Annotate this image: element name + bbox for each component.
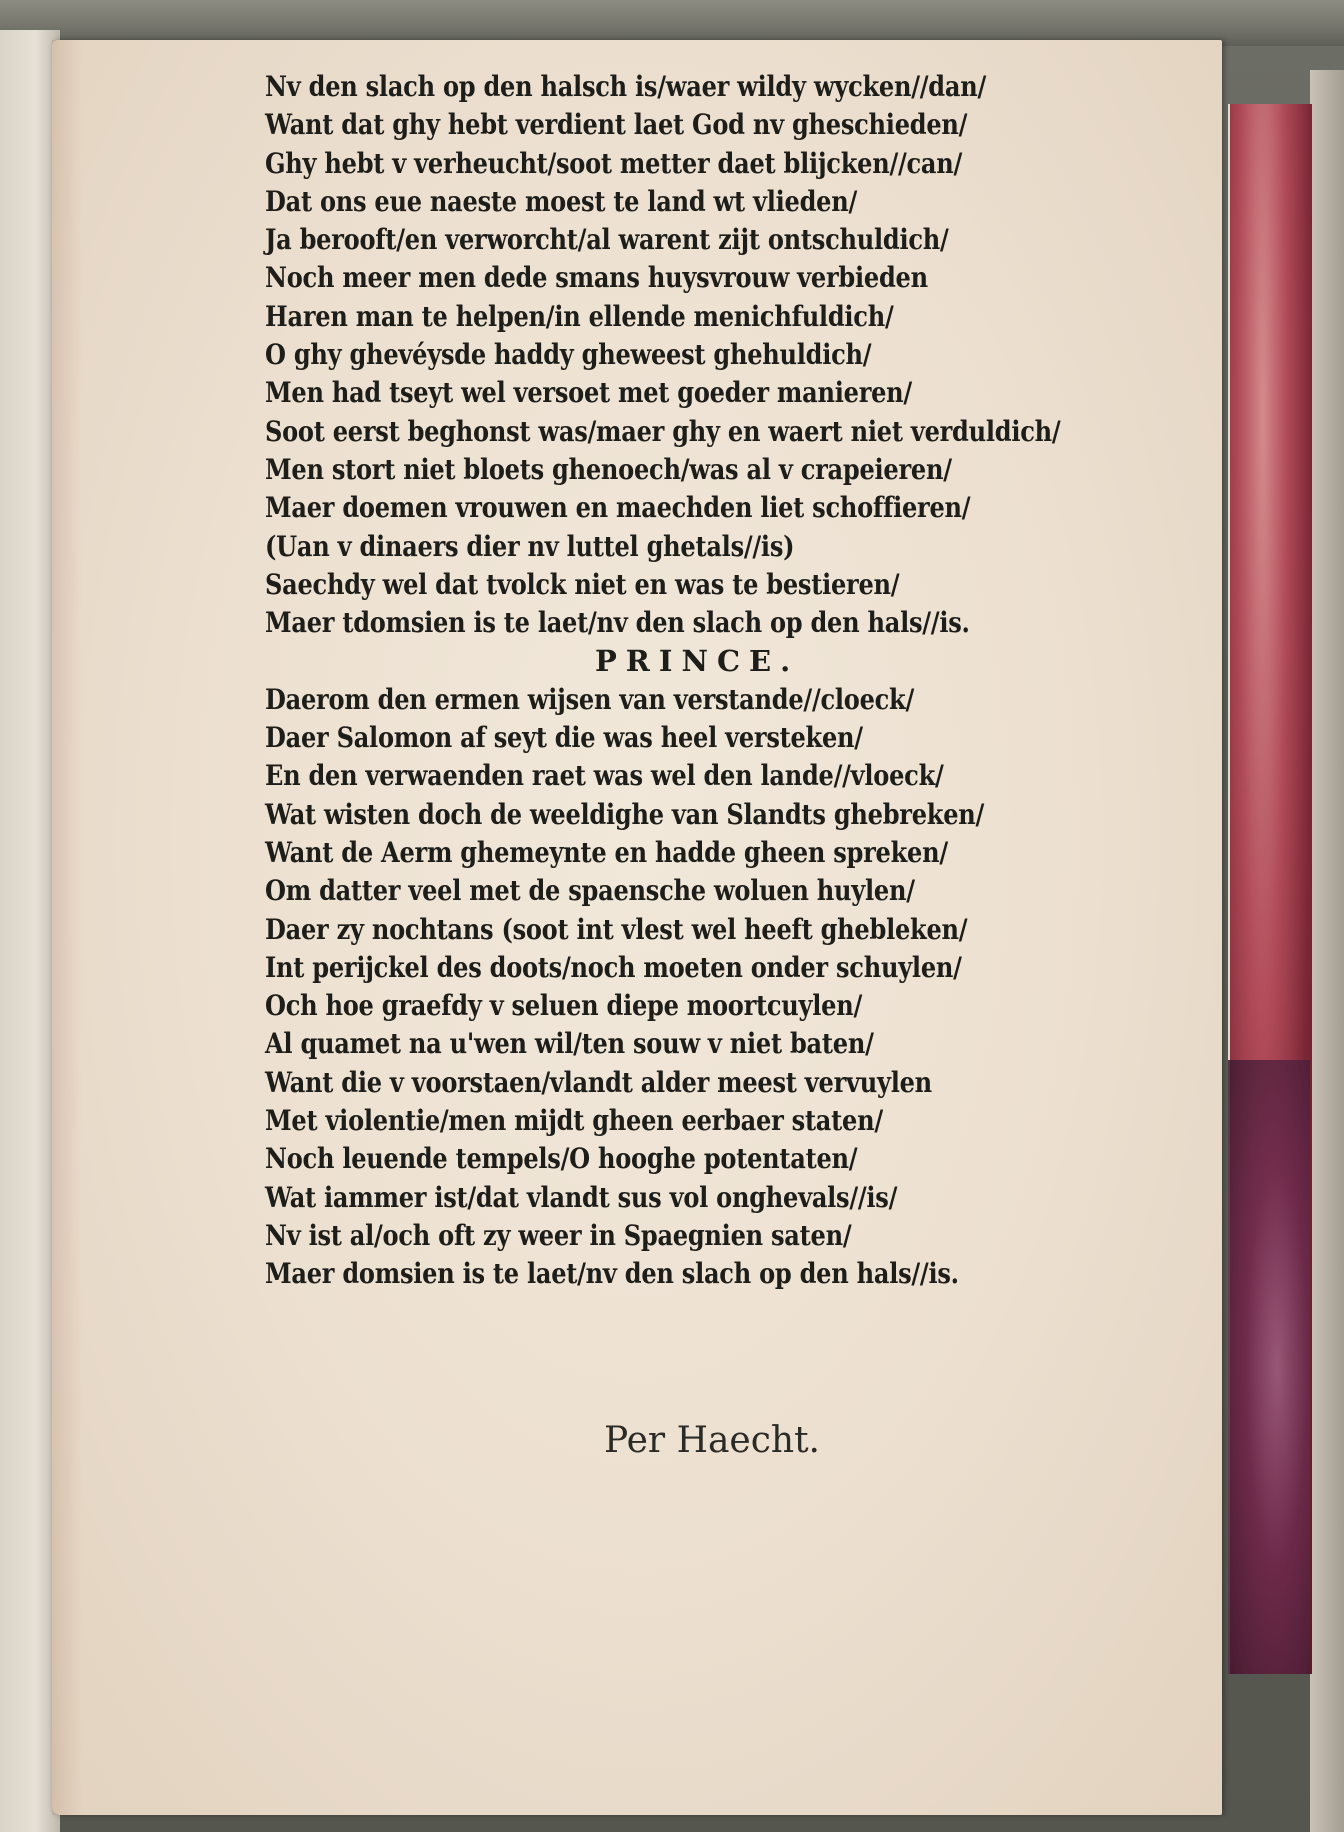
verse-line: Al quamet na u'wen wil/ten souw v niet baten/ — [265, 1027, 874, 1061]
verse-line: Men had tseyt wel versoet met goeder manieren/ — [265, 376, 912, 410]
verse-line: (Uan v dinaers dier nv luttel ghetals//is) — [265, 529, 795, 563]
marbled-endpaper-lower — [1228, 1060, 1310, 1674]
verse-line: Want dat ghy hebt verdient laet God nv gheschieden/ — [265, 108, 968, 142]
verse-line: O ghy ghevéysde haddy gheweest ghehuldich/ — [265, 338, 872, 372]
stanza-1 — [265, 68, 1165, 642]
verse-line: En den verwaenden raet was wel den lande//vloeck/ — [265, 759, 944, 793]
verse-line: Daer Salomon af seyt die was heel versteken/ — [265, 721, 863, 755]
page-stain — [52, 40, 82, 1815]
verse-line: Nv den slach op den halsch is/waer wildy wycken//dan/ — [265, 70, 987, 103]
verse-line: Wat wisten doch de weeldighe van Slandts ghebreken/ — [265, 797, 985, 831]
author-signature: Per Haecht. — [604, 1420, 820, 1461]
verse-line: Daer zy nochtans (soot int vlest wel heeft ghebleken/ — [265, 912, 968, 946]
poem-text-block — [265, 68, 1165, 1294]
book-board-edge — [1310, 70, 1344, 1832]
verse-line: Men stort niet bloets ghenoech/was al v crapeieren/ — [265, 452, 952, 486]
prince-heading: PRINCE. — [595, 644, 800, 679]
left-page-edge — [0, 30, 60, 1832]
verse-line: Maer domsien is te laet/nv den slach op den hals//is. — [265, 1257, 959, 1291]
verse-line: Noch leuende tempels/O hooghe potentaten/ — [265, 1142, 858, 1176]
verse-line: Daerom den ermen wijsen van verstande//cloeck/ — [265, 682, 915, 716]
verse-line: Maer tdomsien is te laet/nv den slach op den hals//is. — [265, 606, 970, 640]
verse-line: Dat ons eue naeste moest te land wt vlieden/ — [265, 184, 858, 218]
verse-line: Ghy hebt v verheucht/soot metter daet blijcken//can/ — [265, 146, 963, 180]
verse-line: Noch meer men dede smans huysvrouw verbieden — [265, 261, 928, 295]
verse-line: Wat iammer ist/dat vlandt sus vol onghevals//is/ — [265, 1180, 898, 1214]
verse-line: Met violentie/men mijdt gheen eerbaer staten/ — [265, 1104, 883, 1138]
verse-line: Haren man te helpen/in ellende menichfuldich/ — [265, 299, 894, 333]
verse-line: Ja berooft/en verworcht/al warent zijt ontschuldich/ — [265, 223, 949, 257]
verse-line: Om datter veel met de spaensche woluen huylen/ — [265, 874, 915, 908]
verse-line: Och hoe graefdy v seluen diepe moortcuylen/ — [265, 989, 863, 1023]
stanza-2 — [265, 681, 1165, 1294]
verse-line: Want de Aerm ghemeynte en hadde gheen spreken/ — [265, 835, 948, 869]
verse-line: Saechdy wel dat tvolck niet en was te bestieren/ — [265, 567, 900, 601]
verse-line: Maer doemen vrouwen en maechden liet schoffieren/ — [265, 491, 971, 525]
verse-line: Nv ist al/och oft zy weer in Spaegnien saten/ — [265, 1218, 852, 1252]
verse-line: Int perijckel des doots/noch moeten onder schuylen/ — [265, 950, 962, 984]
verse-line: Soot eerst beghonst was/maer ghy en waert niet verduldich/ — [265, 414, 1061, 448]
verse-line: Want die v voorstaen/vlandt alder meest vervuylen — [265, 1065, 932, 1099]
